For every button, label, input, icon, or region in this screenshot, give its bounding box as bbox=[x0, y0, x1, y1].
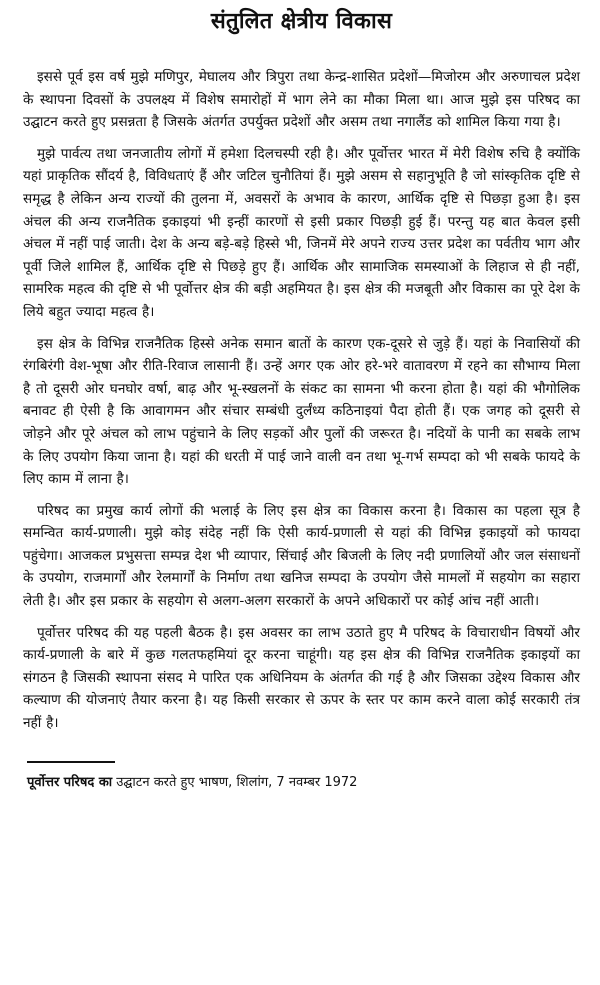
paragraph-5: पूर्वोत्तर परिषद की यह पहली बैठक है। इस अवसर का लाभ उठाते हुए मै परिषद के विचाराधीन विषयों और कार्य-प्रणाली के बारे में कुछ गलतफहमियां दूर करना चाहूंगी। यह इस क्षेत्र की विभिन्न राजनैतिक इकाइयों का संगठन है जिसकी स्थापना संसद मे पारित एक अधिनियम के अंतर्गत की गई है और जिसका उद्देश्य विकास और कल्याण की योजनाएं तैयार करना है। यह किसी सरकार से ऊपर के स्तर पर काम करने वाला कोई सरकारी तंत्र नहीं है। bbox=[23, 624, 580, 732]
footnote-divider bbox=[27, 761, 115, 763]
paragraph-3: इस क्षेत्र के विभिन्न राजनैतिक हिस्से अनेक समान बातों के कारण एक-दूसरे से जुड़े हैं। यहां के निवासियों की रंगबिरंगी वेश-भूषा और रीति-रिवाज लासानी हैं। उन्हें अगर एक ओर हरे-भरे वातावरण में रहने का सौभाग्य मिला है तो दूसरी ओर घनघोर वर्षा, बाढ़ और भू-स्खलनों के संकट का सामना भी करना होता है। यहां की भौगोलिक बनावट ही ऐसी है कि आवागमन और संचार सम्बंधी दुर्लंध्य कठिनाइयां पैदा होती हैं। एक जगह को दूसरी से जोड़ने और पूरे अंचल को लाभ पहुंचाने के लिए सड़कों और पुलों की जरूरत है। नदियों के पानी का सबके लाभ के लिए उपयोग किया जाना है। यहां की धरती में पाई जाने वाली वन तथा भू-गर्भ सम्पदा को भी सबके फायदे के लिए काम में लाना है। bbox=[23, 335, 580, 488]
footnote-lead: पूर्वोत्तर परिषद का bbox=[27, 774, 113, 790]
paragraph-2: मुझे पार्वत्य तथा जनजातीय लोगों में हमेशा दिलचस्पी रही है। और पूर्वोत्तर भारत में मेरी विशेष रुचि है क्योंकि यहां प्राकृतिक सौंदर्य है, विविधताएं हैं और जटिल चुनौतियां हैं। मुझे असम से सहानुभूति है जो सांस्कृतिक दृष्टि से समृद्ध है लेकिन अन्य राज्यों की तुलना में, अवसरों के अभाव के कारण, आर्थिक दृष्टि से पिछड़ा हुआ है। इस अंचल की अन्य राजनैतिक इकाइयां भी इन्हीं कारणों से इसी प्रकार पिछड़ी हुई हैं। परन्तु यह बात केवल इसी अंचल में नहीं पाई जाती। देश के अन्य बड़े-बड़े हिस्से भी, जिनमें मेरे अपने राज्य उत्तर प्रदेश का पर्वतीय भाग और पूर्वी जिले शामिल हैं, आर्थिक दृष्टि से पिछड़े हुए हैं। आर्थिक और सामाजिक समस्याओं के लिहाज से ही नहीं, सामरिक महत्व की दृष्टि से भी पूर्वोत्तर क्षेत्र की बड़ी अहमियत है। इस क्षेत्र की मजबूती और विकास का पूरे देश के लिये बहुत ज्यादा महत्व है। bbox=[23, 145, 580, 320]
paragraph-1: इससे पूर्व इस वर्ष मुझे मणिपुर, मेघालय और त्रिपुरा तथा केन्द्र-शासित प्रदेशों—मिजोरम और अरुणाचल प्रदेश के स्थापना दिवसों के उपलक्ष्य में विशेष समारोहों में भाग लेने का मौका मिला था। आज मुझे इस परिषद का उद्घाटन करते हुए प्रसन्नता है जिसके अंतर्गत उपर्युक्त प्रदेशों और असम तथा नगालैंड को शामिल किया गया है। bbox=[23, 69, 580, 131]
footnote-text: उद्घाटन करते हुए भाषण, शिलांग, 7 नवम्बर 1972 bbox=[112, 774, 358, 790]
page-title: संतुलित क्षेत्रीय विकास bbox=[210, 9, 393, 34]
footnote bbox=[27, 773, 580, 793]
paragraph-4: परिषद का प्रमुख कार्य लोगों की भलाई के लिए इस क्षेत्र का विकास करना है। विकास का पहला सूत्र है समन्वित कार्य-प्रणाली। मुझे कोइ संदेह नहीं कि ऐसी कार्य-प्रणाली से यहां की विभिन्न इकाइयों को फायदा पहुंचेगा। आजकल प्रभुसत्ता सम्पन्न देश भी व्यापार, सिंचाई और बिजली के लिए नदी प्रणालियों और जल संसाधनों के उपयोग, राजमार्गों और रेलमार्गों के निर्माण तथा खनिज सम्पदा के उपयोग जैसे मामलों में सहयोग का सहारा लेती है। और इस प्रकार के सहयोग से अलग-अलग सरकारों के अपने अधिकारों पर कोई आंच नहीं आती। bbox=[23, 502, 580, 610]
